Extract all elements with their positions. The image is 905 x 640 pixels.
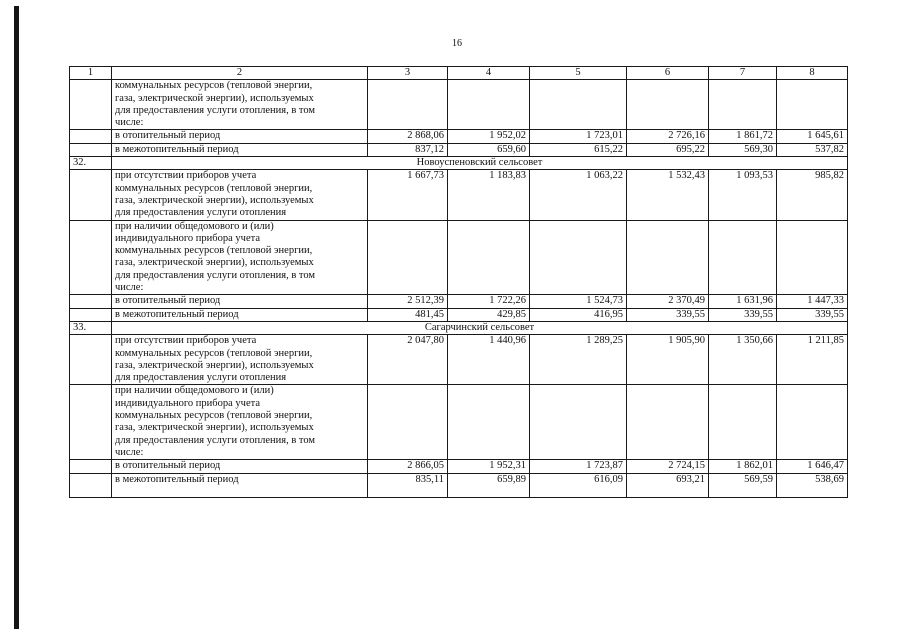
- description-line: для предоставления услуги отопления, в том: [115, 434, 316, 446]
- value-col-4: 659,89: [448, 473, 530, 497]
- value-col-5: [530, 80, 627, 130]
- value-col-4: [448, 80, 530, 130]
- table-row: [70, 335, 848, 385]
- row-index-cell: [70, 473, 112, 497]
- value-col-4: 1 183,83: [448, 170, 530, 220]
- value-col-4: 429,85: [448, 308, 530, 321]
- value-col-8: 1 211,85: [777, 335, 848, 385]
- description-line: при наличии общедомового и (или): [115, 220, 274, 232]
- value-col-5: 615,22: [530, 143, 627, 156]
- scan-edge-bar: [14, 6, 19, 629]
- row-index-cell: [70, 308, 112, 321]
- value-col-8: 1 646,47: [777, 460, 848, 473]
- value-col-4: 1 440,96: [448, 335, 530, 385]
- value-col-5: 1 063,22: [530, 170, 627, 220]
- table-row: [70, 460, 848, 473]
- value-col-3: 1 667,73: [368, 170, 448, 220]
- row-index-cell: [70, 295, 112, 308]
- description-line: для предоставления услуги отопления: [115, 207, 287, 219]
- table-row: [70, 170, 848, 220]
- column-header-8: 8: [777, 67, 848, 80]
- value-col-3: 2 047,80: [368, 335, 448, 385]
- description-line: при отсутствии приборов учета: [115, 170, 257, 182]
- row-description: в отопительный период: [112, 295, 368, 308]
- row-index-cell: [70, 335, 112, 385]
- description-line: коммунальных ресурсов (тепловой энергии,: [115, 410, 313, 422]
- description-line: коммунальных ресурсов (тепловой энергии,: [115, 347, 313, 359]
- description-line: для предоставления услуги отопления: [115, 372, 287, 384]
- row-index-cell: [70, 143, 112, 156]
- table-row: [70, 308, 848, 321]
- row-description: [112, 220, 368, 295]
- value-col-6: 1 905,90: [627, 335, 709, 385]
- value-col-8: 1 447,33: [777, 295, 848, 308]
- value-col-5: 616,09: [530, 473, 627, 497]
- value-col-7: 1 631,96: [709, 295, 777, 308]
- value-col-4: [448, 220, 530, 295]
- section-title: Сагарчинский сельсовет: [112, 321, 848, 334]
- table-row: [70, 130, 848, 143]
- value-col-3: 2 868,06: [368, 130, 448, 143]
- header-row: [70, 67, 848, 80]
- value-col-7: 1 350,66: [709, 335, 777, 385]
- description-line: газа, электрической энергии), используемых: [115, 92, 314, 104]
- description-line: коммунальных ресурсов (тепловой энергии,: [115, 80, 313, 92]
- description-line: числе:: [115, 282, 144, 294]
- column-header-1: 1: [70, 67, 112, 80]
- value-col-7: [709, 385, 777, 460]
- value-col-5: 1 289,25: [530, 335, 627, 385]
- column-header-7: 7: [709, 67, 777, 80]
- value-col-3: [368, 385, 448, 460]
- column-header-4: 4: [448, 67, 530, 80]
- tariff-table: [69, 66, 848, 498]
- value-col-8: 985,82: [777, 170, 848, 220]
- row-index-cell: [70, 460, 112, 473]
- row-index-cell: [70, 385, 112, 460]
- page-number: 16: [452, 38, 462, 49]
- row-description: [112, 170, 368, 220]
- description-line: коммунальных ресурсов (тепловой энергии,: [115, 182, 313, 194]
- value-col-6: 2 726,16: [627, 130, 709, 143]
- value-col-3: 481,45: [368, 308, 448, 321]
- row-description: в отопительный период: [112, 460, 368, 473]
- section-row: [70, 157, 848, 170]
- value-col-5: 1 723,87: [530, 460, 627, 473]
- description-line: газа, электрической энергии), используемых: [115, 422, 314, 434]
- column-header-2: 2: [112, 67, 368, 80]
- description-line: коммунальных ресурсов (тепловой энергии,: [115, 245, 313, 257]
- table-row: [70, 80, 848, 130]
- value-col-6: [627, 80, 709, 130]
- value-col-5: 1 524,73: [530, 295, 627, 308]
- value-col-5: 1 723,01: [530, 130, 627, 143]
- value-col-8: [777, 385, 848, 460]
- value-col-6: 2 370,49: [627, 295, 709, 308]
- value-col-5: 416,95: [530, 308, 627, 321]
- value-col-4: 659,60: [448, 143, 530, 156]
- column-header-5: 5: [530, 67, 627, 80]
- description-line: газа, электрической энергии), используемых: [115, 194, 314, 206]
- value-col-3: 2 512,39: [368, 295, 448, 308]
- row-description: в межотопительный период: [112, 473, 368, 497]
- table-row: [70, 220, 848, 295]
- table-row: [70, 473, 848, 497]
- description-line: индивидуального прибора учета: [115, 232, 260, 244]
- value-col-4: [448, 385, 530, 460]
- value-col-8: [777, 220, 848, 295]
- row-description: в межотопительный период: [112, 308, 368, 321]
- description-line: индивидуального прибора учета: [115, 397, 260, 409]
- value-col-6: [627, 220, 709, 295]
- description-line: при отсутствии приборов учета: [115, 335, 257, 347]
- value-col-6: 693,21: [627, 473, 709, 497]
- row-index-cell: [70, 220, 112, 295]
- value-col-8: [777, 80, 848, 130]
- description-line: газа, электрической энергии), используемых: [115, 257, 314, 269]
- value-col-5: [530, 385, 627, 460]
- row-description: в межотопительный период: [112, 143, 368, 156]
- row-index-cell: [70, 170, 112, 220]
- value-col-7: [709, 80, 777, 130]
- value-col-3: 837,12: [368, 143, 448, 156]
- value-col-4: 1 952,02: [448, 130, 530, 143]
- value-col-7: [709, 220, 777, 295]
- description-line: для предоставления услуги отопления, в том: [115, 269, 316, 281]
- value-col-7: 569,30: [709, 143, 777, 156]
- table-row: [70, 385, 848, 460]
- value-col-6: 1 532,43: [627, 170, 709, 220]
- row-index-cell: [70, 80, 112, 130]
- value-col-6: 695,22: [627, 143, 709, 156]
- value-col-8: 538,69: [777, 473, 848, 497]
- value-col-3: [368, 220, 448, 295]
- table-row: [70, 295, 848, 308]
- value-col-8: 537,82: [777, 143, 848, 156]
- description-line: газа, электрической энергии), используемых: [115, 359, 314, 371]
- value-col-4: 1 952,31: [448, 460, 530, 473]
- row-index-cell: [70, 130, 112, 143]
- value-col-6: [627, 385, 709, 460]
- value-col-7: 1 862,01: [709, 460, 777, 473]
- value-col-8: 339,55: [777, 308, 848, 321]
- column-header-6: 6: [627, 67, 709, 80]
- description-line: при наличии общедомового и (или): [115, 385, 274, 397]
- description-line: числе:: [115, 117, 144, 129]
- section-index: 32.: [70, 157, 112, 170]
- description-line: числе:: [115, 446, 144, 458]
- value-col-7: 339,55: [709, 308, 777, 321]
- value-col-7: 1 093,53: [709, 170, 777, 220]
- value-col-4: 1 722,26: [448, 295, 530, 308]
- section-title: Новоуспеновский сельсовет: [112, 157, 848, 170]
- value-col-6: 339,55: [627, 308, 709, 321]
- row-description: [112, 335, 368, 385]
- value-col-7: 569,59: [709, 473, 777, 497]
- column-header-3: 3: [368, 67, 448, 80]
- value-col-5: [530, 220, 627, 295]
- value-col-3: 2 866,05: [368, 460, 448, 473]
- description-line: для предоставления услуги отопления, в том: [115, 104, 316, 116]
- row-description: в отопительный период: [112, 130, 368, 143]
- value-col-3: 835,11: [368, 473, 448, 497]
- table-row: [70, 143, 848, 156]
- value-col-6: 2 724,15: [627, 460, 709, 473]
- row-description: [112, 385, 368, 460]
- value-col-3: [368, 80, 448, 130]
- value-col-7: 1 861,72: [709, 130, 777, 143]
- section-index: 33.: [70, 321, 112, 334]
- value-col-8: 1 645,61: [777, 130, 848, 143]
- section-row: [70, 321, 848, 334]
- row-description: [112, 80, 368, 130]
